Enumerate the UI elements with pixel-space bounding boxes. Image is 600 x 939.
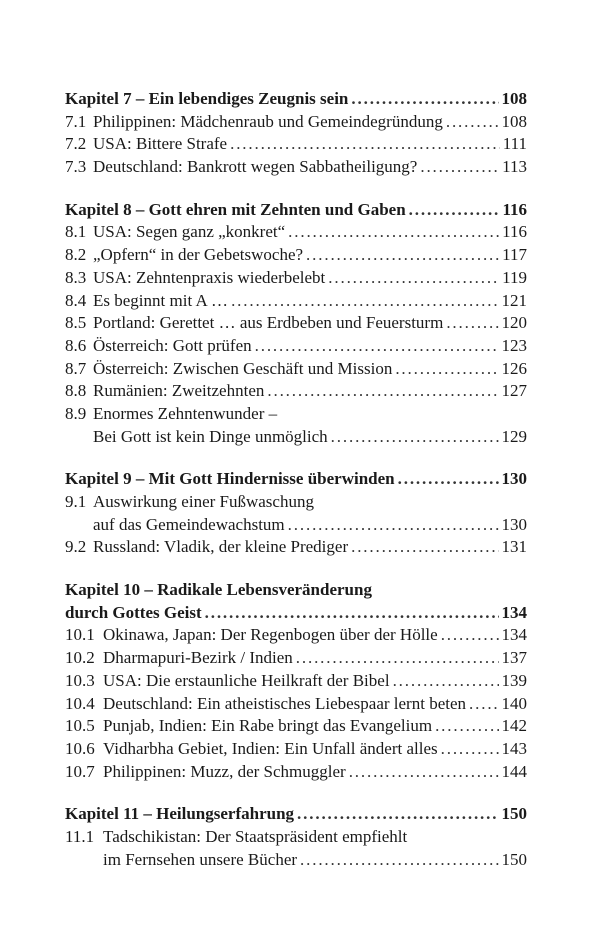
leader-dots [231, 290, 498, 313]
entry-number: 8.7 [65, 358, 87, 378]
page-number: 130 [501, 514, 527, 534]
entry-title: Dharmapuri-Bezirk / Indien [103, 648, 293, 668]
page-number: 126 [501, 358, 527, 378]
entry-number: 10.3 [65, 670, 95, 690]
leader-dots [255, 335, 499, 358]
leader-dots [393, 670, 499, 693]
entry-title: Enormes Zehntenwunder – [93, 403, 278, 423]
toc-entry [65, 491, 527, 514]
entry-number: 10.1 [65, 625, 95, 645]
page-number: 111 [502, 134, 527, 154]
page-number: 119 [502, 267, 527, 287]
leader-dots [420, 156, 499, 179]
leader-dots [230, 133, 500, 156]
chapter-10 [65, 579, 527, 783]
page-number: 134 [501, 625, 527, 645]
entry-title: Philippinen: Mädchenraub und Gemeindegründung [93, 111, 443, 131]
chapter-title: Kapitel 8 – Gott ehren mit Zehnten und Gaben [65, 199, 406, 219]
leader-dots [446, 111, 499, 134]
leader-dots [469, 693, 498, 716]
leader-dots [441, 738, 499, 761]
entry-title: Rumänien: Zweitzehnten [93, 381, 265, 401]
entry-number: 10.7 [65, 761, 95, 781]
entry-title: Vidharbha Gebiet, Indien: Ein Unfall ändert alles [103, 738, 438, 758]
entry-title: Philippinen: Muzz, der Schmuggler [103, 761, 346, 781]
page-number: 144 [501, 761, 527, 781]
leader-dots [288, 514, 499, 537]
toc-entry [65, 358, 527, 381]
leader-dots [446, 312, 498, 335]
entry-number: 11.1 [65, 826, 95, 846]
chapter-title: Kapitel 7 – Ein lebendiges Zeugnis sein [65, 89, 349, 108]
entry-title-continued: auf das Gemeindewachstum [93, 514, 285, 534]
entry-title: „Opfern“ in der Gebetswoche? [93, 245, 304, 265]
chapter-title: Kapitel 11 – Heilungserfahrung [65, 804, 295, 824]
entry-title: Portland: Gerettet … aus Erdbeben und Feuersturm [93, 313, 444, 333]
page-number: 121 [501, 290, 527, 310]
entry-title: Deutschland: Ein atheistisches Liebespaar lernt beten [103, 693, 467, 713]
page-number: 113 [502, 157, 527, 177]
leader-dots [331, 426, 499, 449]
page-number: 140 [501, 693, 527, 713]
chapter-heading [65, 199, 527, 222]
leader-dots [296, 647, 499, 670]
page-number: 127 [501, 381, 527, 401]
toc-entry [65, 156, 527, 179]
chapter-9 [65, 468, 527, 559]
table-of-contents [65, 88, 527, 891]
leader-dots [351, 536, 498, 559]
leader-dots [306, 244, 499, 267]
page-number: 131 [501, 537, 527, 557]
chapter-heading [65, 579, 527, 602]
page-number: 139 [501, 670, 527, 690]
page-number: 134 [501, 602, 527, 622]
toc-entry-continuation [65, 849, 527, 872]
toc-entry [65, 403, 527, 426]
entry-title: USA: Die erstaunliche Heilkraft der Bibel [103, 670, 390, 690]
leader-dots [351, 88, 498, 111]
page-number: 142 [501, 716, 527, 736]
toc-entry [65, 715, 527, 738]
toc-entry [65, 244, 527, 267]
toc-entry [65, 221, 527, 244]
leader-dots [435, 715, 498, 738]
page-number: 116 [502, 222, 527, 242]
entry-title: Punjab, Indien: Ein Rabe bringt das Evangelium [103, 716, 433, 736]
page-number: 150 [501, 849, 527, 869]
page-number: 108 [501, 111, 527, 131]
entry-number: 7.3 [65, 157, 87, 177]
entry-number: 8.2 [65, 245, 87, 265]
toc-entry [65, 624, 527, 647]
entry-title: Deutschland: Bankrott wegen Sabbatheiligung? [93, 157, 418, 177]
toc-entry [65, 380, 527, 403]
toc-entry [65, 647, 527, 670]
entry-number: 10.6 [65, 738, 95, 758]
leader-dots [441, 624, 499, 647]
page-number: 120 [501, 313, 527, 333]
leader-dots [349, 761, 499, 784]
entry-number: 8.3 [65, 267, 87, 287]
leader-dots [398, 468, 499, 491]
toc-entry [65, 111, 527, 134]
entry-title: Okinawa, Japan: Der Regenbogen über der Hölle [103, 625, 438, 645]
entry-number: 8.5 [65, 313, 87, 333]
leader-dots [300, 849, 498, 872]
page-number: 123 [501, 335, 527, 355]
leader-dots [409, 199, 500, 222]
entry-title: Österreich: Gott prüfen [93, 335, 252, 355]
entry-title: Russland: Vladik, der kleine Prediger [93, 537, 349, 557]
entry-number: 10.2 [65, 648, 95, 668]
chapter-heading [65, 803, 527, 826]
page-number: 150 [501, 804, 527, 824]
chapter-title: Kapitel 9 – Mit Gott Hindernisse überwinden [65, 469, 395, 489]
entry-number: 7.1 [65, 111, 87, 131]
toc-entry [65, 312, 527, 335]
entry-number: 9.2 [65, 537, 87, 557]
page-number: 108 [501, 89, 527, 108]
entry-title: USA: Zehntenpraxis wiederbelebt [93, 267, 326, 287]
toc-entry [65, 693, 527, 716]
entry-number: 8.6 [65, 335, 87, 355]
entry-number: 8.4 [65, 290, 87, 310]
leader-dots [288, 221, 499, 244]
page-number: 129 [501, 426, 527, 446]
toc-entry [65, 761, 527, 784]
toc-entry-continuation [65, 514, 527, 537]
entry-title-continued: Bei Gott ist kein Dinge unmöglich [93, 426, 328, 446]
toc-entry [65, 826, 527, 849]
leader-dots [297, 803, 498, 826]
toc-entry [65, 290, 527, 313]
entry-number: 8.8 [65, 381, 87, 401]
leader-dots [267, 380, 498, 403]
page-number: 116 [502, 199, 527, 219]
leader-dots [395, 358, 498, 381]
toc-entry [65, 133, 527, 156]
entry-number: 9.1 [65, 492, 87, 511]
leader-dots [205, 602, 499, 625]
chapter-7 [65, 88, 527, 179]
page-number: 143 [501, 738, 527, 758]
page-number: 117 [502, 245, 527, 265]
chapter-heading [65, 468, 527, 491]
toc-entry [65, 267, 527, 290]
chapter-heading-continuation [65, 602, 527, 625]
entry-number: 8.9 [65, 403, 87, 423]
toc-entry [65, 670, 527, 693]
entry-title: Es beginnt mit A … [93, 290, 229, 310]
page-number: 130 [501, 469, 527, 489]
leader-dots [328, 267, 499, 290]
chapter-title-continued: durch Gottes Geist [65, 602, 202, 622]
chapter-title: Kapitel 10 – Radikale Lebensveränderung [65, 580, 372, 600]
entry-title: USA: Segen ganz „konkret“ [93, 222, 286, 242]
toc-entry-continuation [65, 426, 527, 449]
toc-entry [65, 738, 527, 761]
entry-title: Österreich: Zwischen Geschäft und Mission [93, 358, 393, 378]
page-number: 137 [501, 648, 527, 668]
toc-entry [65, 335, 527, 358]
entry-number: 10.5 [65, 716, 95, 736]
entry-number: 8.1 [65, 222, 87, 242]
entry-title: USA: Bittere Strafe [93, 134, 228, 154]
entry-number: 7.2 [65, 134, 87, 154]
chapter-11 [65, 803, 527, 871]
toc-entry [65, 536, 527, 559]
entry-title: Tadschikistan: Der Staatspräsident empfiehlt [103, 826, 408, 846]
entry-title: Auswirkung einer Fußwaschung [93, 492, 314, 511]
entry-title-continued: im Fernsehen unsere Bücher [103, 849, 298, 869]
chapter-heading [65, 88, 527, 111]
entry-number: 10.4 [65, 693, 95, 713]
chapter-8 [65, 199, 527, 449]
